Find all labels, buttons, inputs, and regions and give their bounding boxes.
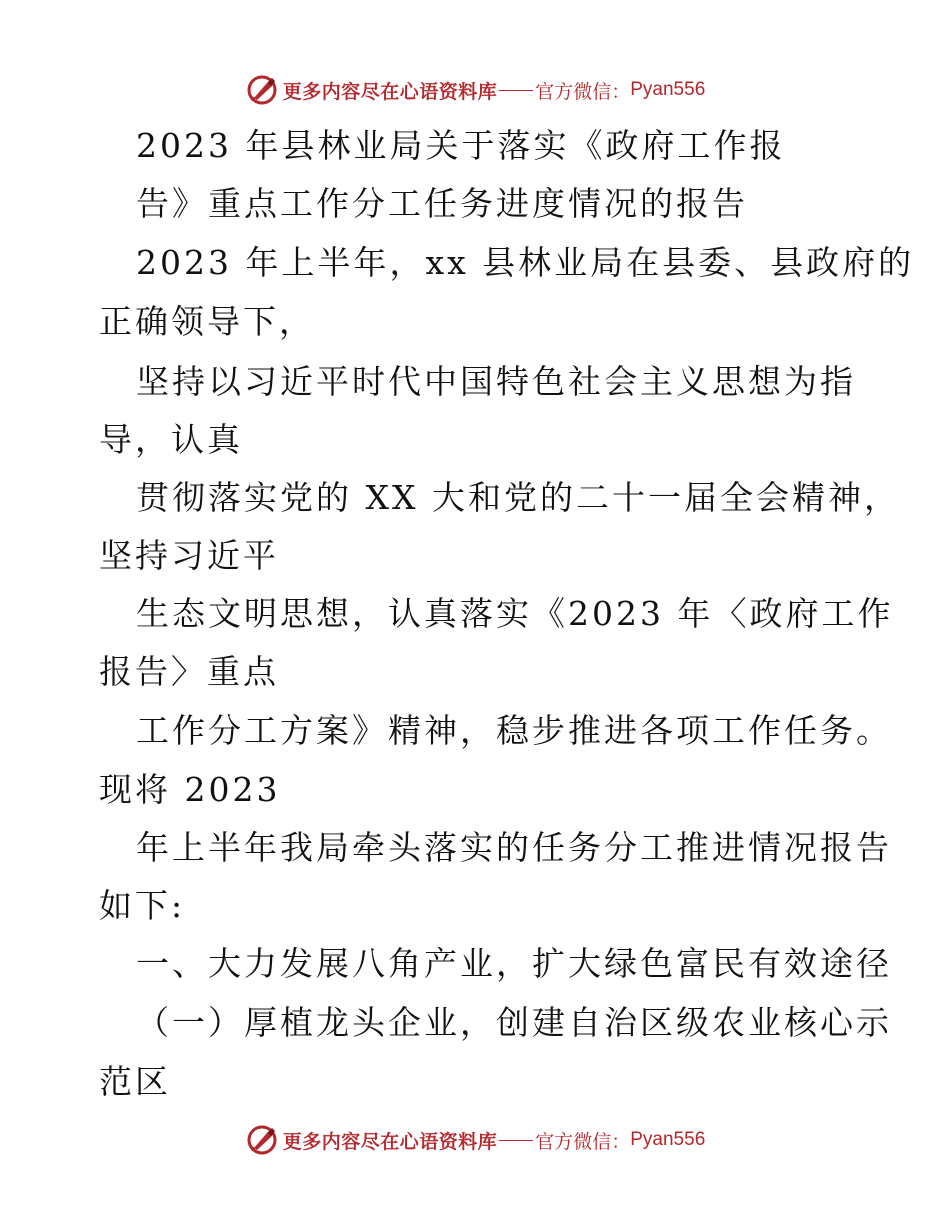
pen-nib-icon (245, 73, 279, 107)
body-line: 工作分工方案》精神，稳步推进各项工作任务。 (136, 711, 892, 750)
section-heading-1: 一、大力发展八角产业，扩大绿色富民有效途径 (136, 944, 892, 983)
watermark-contact-label: 官方微信： (535, 1130, 631, 1153)
pen-nib-icon (245, 1123, 279, 1157)
body-line: 贯彻落实党的 XX 大和党的二十一届全会精神， (136, 478, 900, 517)
watermark-contact-id: Pyan556 (630, 1129, 706, 1150)
watermark-separator (499, 1140, 533, 1141)
body-line: 范区 (99, 1062, 171, 1101)
body-line: 坚持以习近平时代中国特色社会主义思想为指 (136, 362, 856, 401)
body-line: 年上半年我局牵头落实的任务分工推进情况报告 (136, 828, 892, 867)
body-line: 生态文明思想，认真落实《2023 年〈政府工作 (136, 594, 894, 633)
watermark-banner-bottom (0, 1120, 950, 1160)
subsection-heading-1: （一）厚植龙头企业，创建自治区级农业核心示 (136, 1003, 892, 1042)
watermark-text: 更多内容尽在心语资料库 (282, 80, 498, 103)
body-line: 报告〉重点 (99, 652, 279, 691)
body-line: 坚持习近平 (99, 536, 279, 575)
body-line: 如下: (99, 886, 186, 925)
body-line: 正确领导下， (99, 302, 315, 341)
watermark-text: 更多内容尽在心语资料库 (282, 1130, 498, 1153)
watermark-banner-top (0, 70, 950, 110)
document-title-line-1: 2023 年县林业局关于落实《政府工作报 (136, 126, 786, 165)
watermark-contact-id: Pyan556 (630, 79, 706, 100)
watermark-separator (499, 90, 533, 91)
body-line: 导，认真 (99, 420, 243, 459)
watermark-contact-label: 官方微信： (535, 80, 631, 103)
body-line: 2023 年上半年，xx 县林业局在县委、县政府的 (136, 243, 915, 282)
body-line: 现将 2023 (99, 770, 281, 809)
document-title-line-2: 告》重点工作分工任务进度情况的报告 (136, 184, 748, 223)
